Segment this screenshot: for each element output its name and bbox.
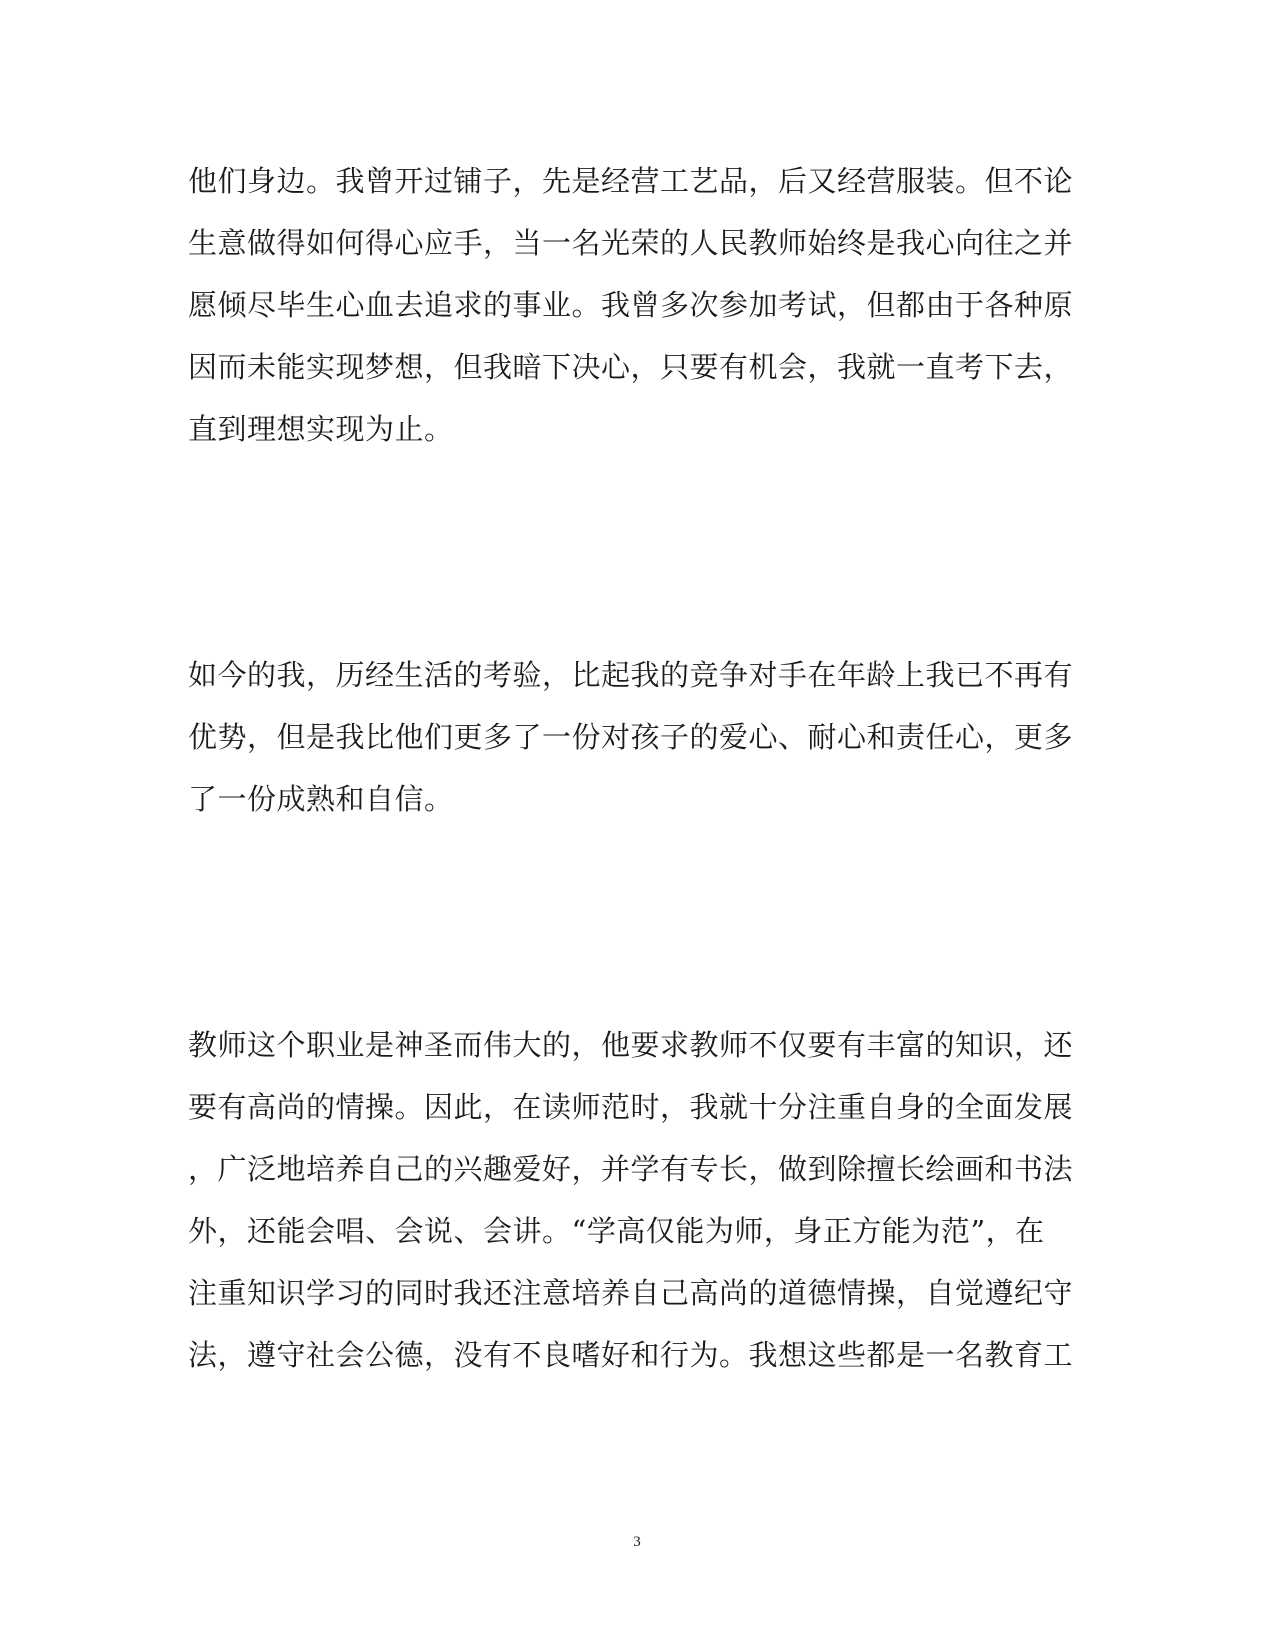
text-line: 生意做得如何得心应手，当一名光荣的人民教师始终是我心向往之并 bbox=[188, 226, 1074, 260]
text-line: 注重知识学习的同时我还注意培养自己高尚的道德情操，自觉遵纪守 bbox=[188, 1276, 1074, 1310]
text-line: 教师这个职业是神圣而伟大的，他要求教师不仅要有丰富的知识，还 bbox=[188, 1028, 1074, 1062]
page-number: 3 bbox=[633, 1534, 641, 1550]
text-line: 了一份成熟和自信。 bbox=[188, 782, 454, 816]
text-line: 他们身边。我曾开过铺子，先是经营工艺品，后又经营服装。但不论 bbox=[188, 164, 1074, 198]
text-line: 直到理想实现为止。 bbox=[188, 412, 454, 446]
text-line: 法，遵守社会公德，没有不良嗜好和行为。我想这些都是一名教育工 bbox=[188, 1338, 1074, 1372]
text-line: 愿倾尽毕生心血去追求的事业。我曾多次参加考试，但都由于各种原 bbox=[188, 288, 1074, 322]
text-line: 因而未能实现梦想，但我暗下决心，只要有机会，我就一直考下去， bbox=[188, 350, 1074, 384]
text-line: 要有高尚的情操。因此，在读师范时，我就十分注重自身的全面发展 bbox=[188, 1090, 1074, 1124]
text-line: 如今的我，历经生活的考验，比起我的竞争对手在年龄上我已不再有 bbox=[188, 658, 1074, 692]
text-line: 外，还能会唱、会说、会讲。“学高仅能为师，身正方能为范”，在 bbox=[188, 1214, 1045, 1248]
text-line: 优势，但是我比他们更多了一份对孩子的爱心、耐心和责任心，更多 bbox=[188, 720, 1074, 754]
text-line: ，广泛地培养自己的兴趣爱好，并学有专长，做到除擅长绘画和书法 bbox=[188, 1152, 1074, 1186]
